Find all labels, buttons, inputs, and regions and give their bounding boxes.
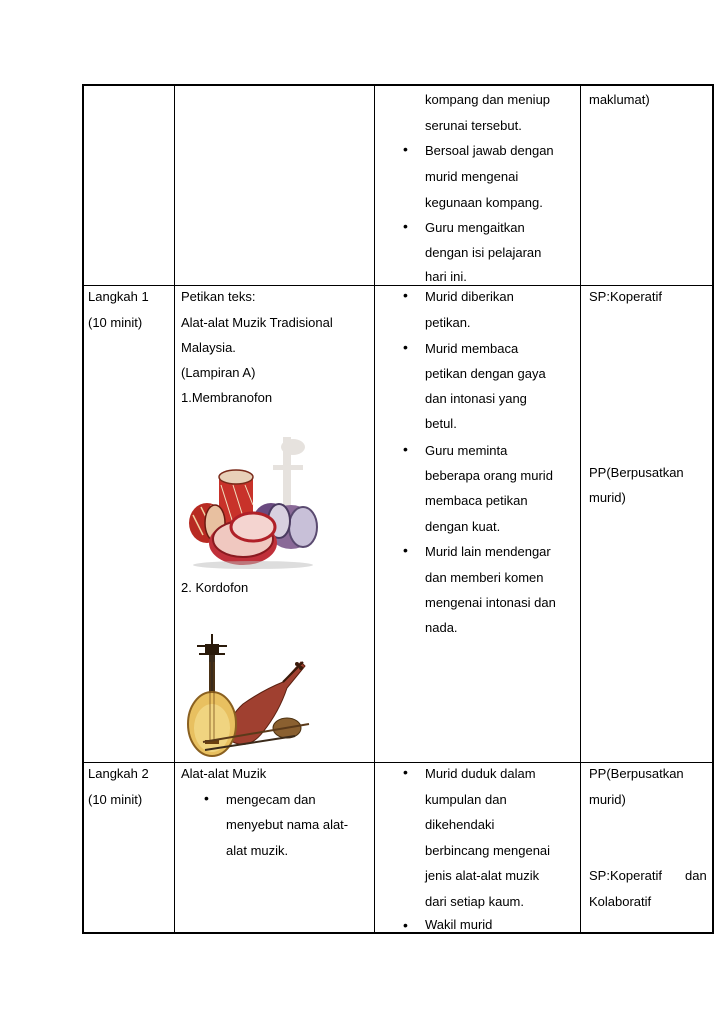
activity-text: beberapa orang murid [425,468,553,483]
activity-text: murid mengenai [425,169,519,184]
step-label: Langkah 1 [88,289,149,304]
activity-text: betul. [425,416,457,431]
activity-text: Murid lain mendengar [425,544,551,559]
step-time: (10 minit) [88,315,143,330]
step-time: (10 minit) [88,792,143,807]
activity-text: kegunaan kompang. [425,195,543,210]
activity-text: dari setiap kaum. [425,894,524,909]
row-divider [82,285,714,286]
content-text: 1.Membranofon [181,390,273,405]
activity-text: dikehendaki [425,817,495,832]
bullet-icon: • [403,441,408,457]
col-divider [580,84,581,934]
bullet-icon: • [403,141,408,157]
activity-text: mengenai intonasi dan [425,595,556,610]
activity-text: petikan. [425,315,471,330]
content-text: (Lampiran A) [181,365,256,380]
bullet-icon: • [403,218,408,234]
activity-text: hari ini. [425,269,467,284]
col-divider [82,84,84,934]
activity-text: serunai tersebut. [425,118,522,133]
content-text: alat muzik. [226,843,289,858]
note-text: dan [685,868,707,883]
activity-text: Murid diberikan [425,289,514,304]
note-text: PP(Berpusatkan [589,766,684,781]
col-divider [174,84,175,934]
activity-text: Murid duduk dalam [425,766,536,781]
note-text: maklumat) [589,92,650,107]
table-top-border [82,84,714,86]
content-text: 2. Kordofon [181,580,249,595]
content-text: menyebut nama alat- [226,817,349,832]
bullet-icon: • [403,339,408,355]
col-divider [712,84,714,934]
activity-text: kompang dan meniup [425,92,551,107]
activity-text: membaca petikan [425,493,528,508]
note-text: Kolaboratif [589,894,652,909]
activity-text: dengan kuat. [425,519,501,534]
bullet-icon: • [204,790,209,806]
activity-text: jenis alat-alat muzik [425,868,540,883]
membranofon-drums-image [183,435,329,570]
table-bottom-border [82,932,714,934]
row-divider [82,762,714,763]
note-text: PP(Berpusatkan [589,465,684,480]
kordofon-instruments-image [183,632,315,760]
content-text: Malaysia. [181,340,236,355]
note-text: murid) [589,490,626,505]
note-text: SP:Koperatif [589,868,662,883]
activity-text: dan memberi komen [425,570,544,585]
bullet-icon: • [403,287,408,303]
activity-text: berbincang mengenai [425,843,551,858]
activity-text: Guru meminta [425,443,508,458]
step-label: Langkah 2 [88,766,149,781]
activity-text: dengan isi pelajaran [425,245,542,260]
activity-text: kumpulan dan [425,792,507,807]
activity-text: Wakil murid [425,917,493,932]
bullet-icon: • [403,764,408,780]
activity-text: Bersoal jawab dengan [425,143,554,158]
content-text: Petikan teks: [181,289,256,304]
activity-text: dan intonasi yang [425,391,527,406]
activity-text: nada. [425,620,458,635]
activity-text: Guru mengaitkan [425,220,525,235]
bullet-icon: • [403,542,408,558]
content-text: mengecam dan [226,792,316,807]
bullet-icon: • [403,917,408,933]
activity-text: petikan dengan gaya [425,366,546,381]
note-text: SP:Koperatif [589,289,662,304]
content-text: Alat-alat Muzik Tradisional [181,315,333,330]
content-text: Alat-alat Muzik [181,766,267,781]
activity-text: Murid membaca [425,341,519,356]
note-text: murid) [589,792,626,807]
col-divider [374,84,375,934]
